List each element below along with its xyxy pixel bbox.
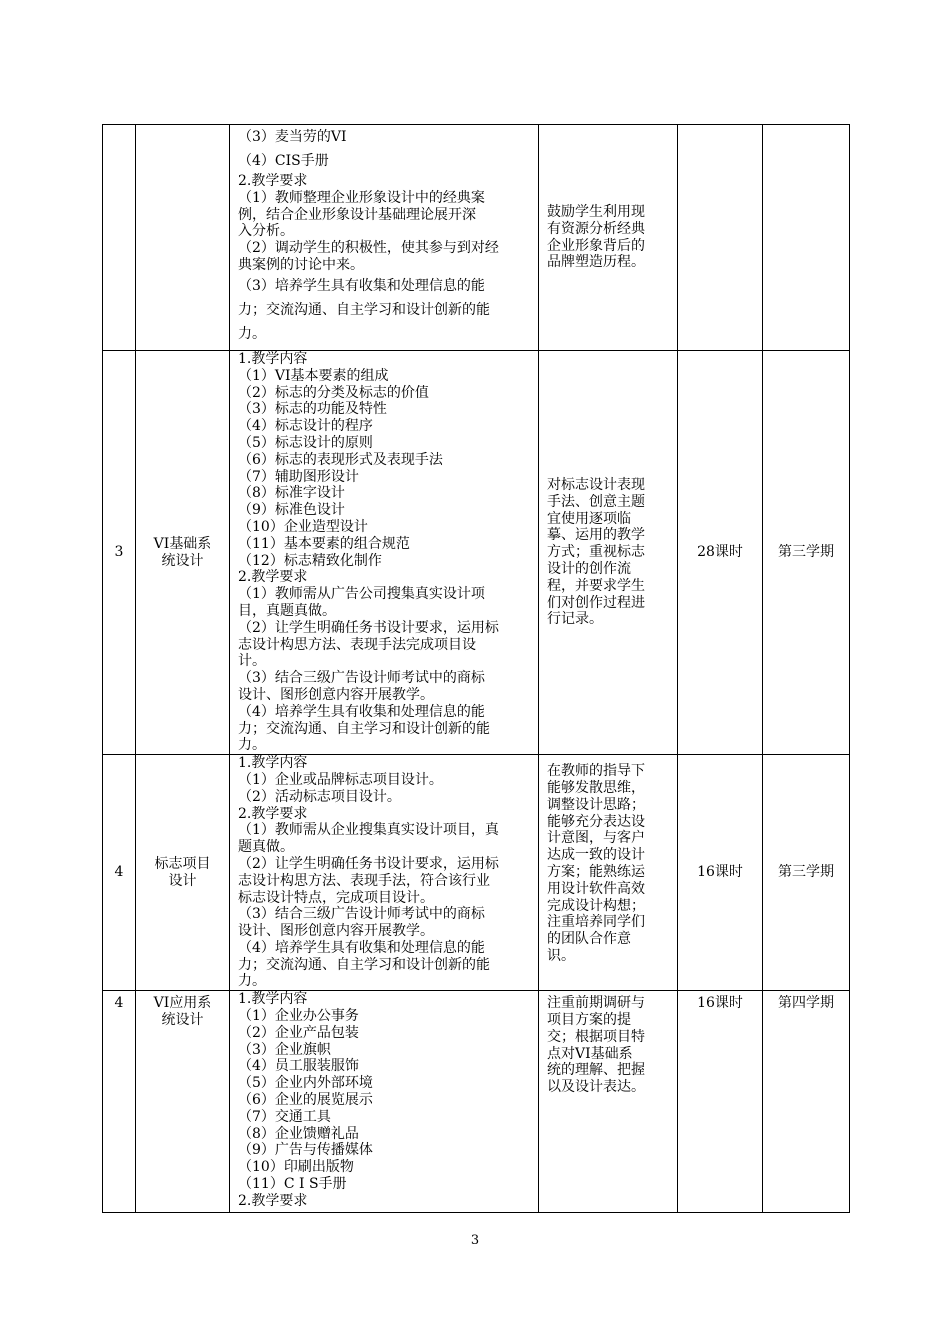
row-number-cell: 3	[103, 351, 136, 755]
curriculum-table	[102, 124, 850, 1213]
teaching-suggestion-cell: 注重前期调研与 项目方案的提 交；根据项目特 点对VI基础系 统的理解、把握 以及设计表达。	[539, 991, 678, 1213]
module-name-cell: VI应用系 统设计	[136, 991, 230, 1213]
term-cell: 第三学期	[763, 755, 850, 991]
hours-cell: 16课时	[678, 991, 763, 1213]
row-number-cell: 4	[103, 991, 136, 1213]
hours-cell: 28课时	[678, 351, 763, 755]
teaching-suggestion-cell: 鼓励学生利用现 有资源分析经典 企业形象背后的 品牌塑造历程。	[539, 125, 678, 351]
module-name-cell: 标志项目 设计	[136, 755, 230, 991]
teaching-content-cell: （3）麦当劳的VI （4）CIS手册 2.教学要求 （1）教师整理企业形象设计中的经典案 例，结合企业形象设计基础理论展开深 入分析。 （2）调动学生的积极性，使其参与到对经 典案例的讨论中来。 （3）培养学生具有收集和处理信息的能 力；交流沟通、自主学习和设计创新的能 力。	[230, 125, 539, 351]
term-cell: 第四学期	[763, 991, 850, 1213]
table-row	[103, 351, 850, 755]
page-number: 3	[470, 1233, 480, 1248]
hours-cell	[678, 125, 763, 351]
row-number-cell: 4	[103, 755, 136, 991]
teaching-content-cell: 1.教学内容 （1）VI基本要素的组成 （2）标志的分类及标志的价值 （3）标志的功能及特性 （4）标志设计的程序 （5）标志设计的原则 （6）标志的表现形式及表现手法 （7）辅助图形设计 （8）标准字设计 （9）标准色设计 （10）企业造型设计 （11）基本要素的组合规范 （12）标志精致化制作 2.教学要求 （1）教师需从广告公司搜集真实设计项 目，真题真做。 （2）让学生明确任务书设计要求，运用标 志设计构思方法、表现手法完成项目设 计。 （3）结合三级广告设计师考试中的商标 设计、图形创意内容开展教学。 （4）培养学生具有收集和处理信息的能 力；交流沟通、自主学习和设计创新的能 力。	[230, 351, 539, 755]
table-row	[103, 125, 850, 351]
teaching-suggestion-cell: 对标志设计表现 手法、创意主题 宜使用逐项临 摹、运用的教学 方式；重视标志 设计的创作流 程，并要求学生 们对创作过程进 行记录。	[539, 351, 678, 755]
table-row	[103, 755, 850, 991]
teaching-content-cell: 1.教学内容 （1）企业办公事务 （2）企业产品包装 （3）企业旗帜 （4）员工服装服饰 （5）企业内外部环境 （6）企业的展览展示 （7）交通工具 （8）企业馈赠礼品 （9）广告与传播媒体 （10）印刷出版物 （11）C I S手册 2.教学要求	[230, 991, 539, 1213]
teaching-suggestion-cell: 在教师的指导下 能够发散思维， 调整设计思路； 能够充分表达设 计意图，与客户 达成一致的设计 方案；能熟练运 用设计软件高效 完成设计构想； 注重培养同学们 的团队合作意 识。	[539, 755, 678, 991]
term-cell	[763, 125, 850, 351]
teaching-content-cell: 1.教学内容 （1）企业或品牌标志项目设计。 （2）活动标志项目设计。 2.教学要求 （1）教师需从企业搜集真实设计项目，真 题真做。 （2）让学生明确任务书设计要求，运用标 志设计构思方法、表现手法，符合该行业 标志设计特点，完成项目设计。 （3）结合三级广告设计师考试中的商标 设计、图形创意内容开展教学。 （4）培养学生具有收集和处理信息的能 力；交流沟通、自主学习和设计创新的能 力。	[230, 755, 539, 991]
row-number-cell	[103, 125, 136, 351]
module-name-cell: VI基础系 统设计	[136, 351, 230, 755]
term-cell: 第三学期	[763, 351, 850, 755]
table-row	[103, 991, 850, 1213]
module-name-cell	[136, 125, 230, 351]
hours-cell: 16课时	[678, 755, 763, 991]
